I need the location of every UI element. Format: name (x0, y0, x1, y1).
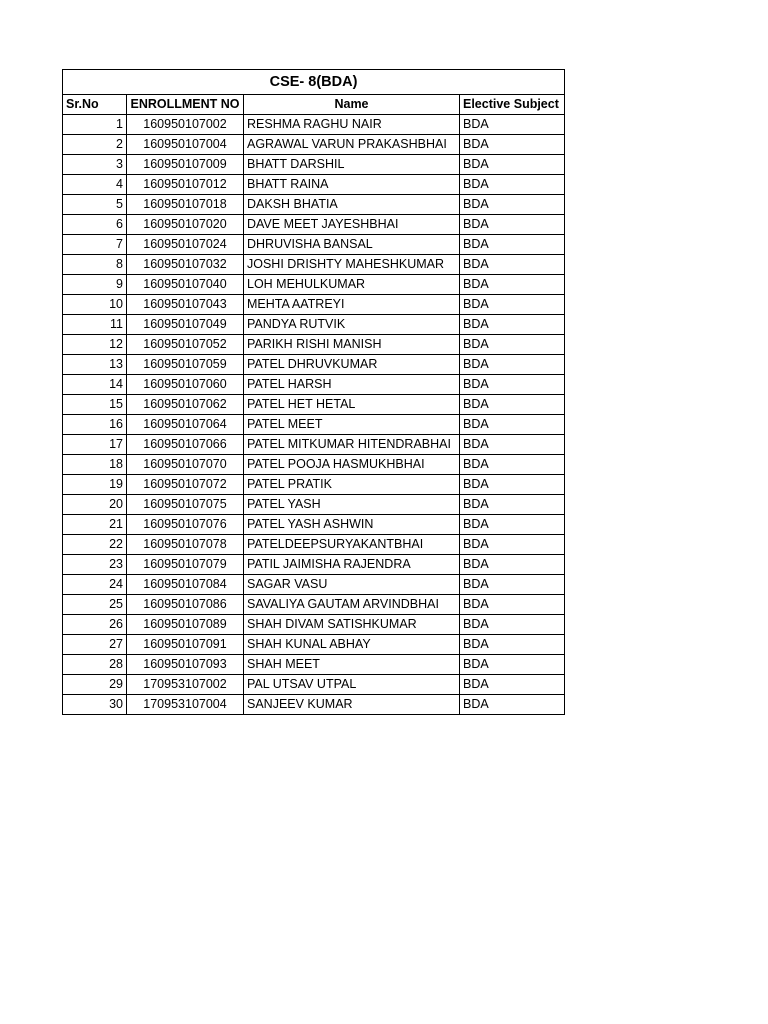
name-cell: PATIL JAIMISHA RAJENDRA (244, 555, 460, 575)
table-row (63, 195, 565, 215)
sr-no-cell: 18 (63, 455, 127, 475)
elective-subject-cell: BDA (460, 555, 565, 575)
sr-no-cell: 13 (63, 355, 127, 375)
sr-no-cell: 26 (63, 615, 127, 635)
sr-no-cell: 30 (63, 695, 127, 715)
table-row (63, 675, 565, 695)
sr-no-cell: 19 (63, 475, 127, 495)
enrollment-no-cell: 160950107060 (127, 375, 244, 395)
elective-subject-cell: BDA (460, 655, 565, 675)
name-cell: SAVALIYA GAUTAM ARVINDBHAI (244, 595, 460, 615)
elective-subject-cell: BDA (460, 455, 565, 475)
elective-subject-cell: BDA (460, 375, 565, 395)
enrollment-no-cell: 160950107070 (127, 455, 244, 475)
name-cell: PATEL YASH ASHWIN (244, 515, 460, 535)
elective-subject-cell: BDA (460, 535, 565, 555)
elective-subject-cell: BDA (460, 475, 565, 495)
sr-no-cell: 11 (63, 315, 127, 335)
student-table (62, 69, 565, 715)
table-row (63, 695, 565, 715)
name-cell: RESHMA RAGHU NAIR (244, 115, 460, 135)
sr-no-cell: 20 (63, 495, 127, 515)
sr-no-cell: 29 (63, 675, 127, 695)
elective-subject-cell: BDA (460, 595, 565, 615)
elective-subject-cell: BDA (460, 575, 565, 595)
name-cell: PATELDEEPSURYAKANTBHAI (244, 535, 460, 555)
enrollment-no-cell: 160950107091 (127, 635, 244, 655)
table-row (63, 335, 565, 355)
enrollment-no-cell: 160950107004 (127, 135, 244, 155)
table-row (63, 115, 565, 135)
enrollment-no-cell: 160950107086 (127, 595, 244, 615)
table-row (63, 655, 565, 675)
sr-no-cell: 4 (63, 175, 127, 195)
elective-subject-cell: BDA (460, 195, 565, 215)
elective-subject-cell: BDA (460, 155, 565, 175)
elective-subject-cell: BDA (460, 335, 565, 355)
name-cell: PATEL MEET (244, 415, 460, 435)
elective-subject-cell: BDA (460, 295, 565, 315)
name-cell: SANJEEV KUMAR (244, 695, 460, 715)
table-row (63, 575, 565, 595)
enrollment-no-cell: 160950107072 (127, 475, 244, 495)
elective-subject-cell: BDA (460, 255, 565, 275)
title-row (63, 70, 565, 95)
sr-no-cell: 3 (63, 155, 127, 175)
elective-subject-cell: BDA (460, 395, 565, 415)
elective-subject-cell: BDA (460, 315, 565, 335)
enrollment-no-cell: 160950107002 (127, 115, 244, 135)
enrollment-no-cell: 160950107075 (127, 495, 244, 515)
name-cell: PATEL HET HETAL (244, 395, 460, 415)
name-cell: PATEL MITKUMAR HITENDRABHAI (244, 435, 460, 455)
table-row (63, 235, 565, 255)
enrollment-no-cell: 160950107059 (127, 355, 244, 375)
elective-subject-cell: BDA (460, 415, 565, 435)
sr-no-cell: 9 (63, 275, 127, 295)
elective-subject-cell: BDA (460, 495, 565, 515)
name-cell: DHRUVISHA BANSAL (244, 235, 460, 255)
header-elective-subject: Elective Subject (460, 95, 565, 115)
enrollment-no-cell: 160950107076 (127, 515, 244, 535)
enrollment-no-cell: 170953107002 (127, 675, 244, 695)
table-row (63, 435, 565, 455)
enrollment-no-cell: 160950107093 (127, 655, 244, 675)
table-row (63, 175, 565, 195)
elective-subject-cell: BDA (460, 675, 565, 695)
enrollment-no-cell: 160950107024 (127, 235, 244, 255)
name-cell: PATEL PRATIK (244, 475, 460, 495)
table-row (63, 135, 565, 155)
sr-no-cell: 6 (63, 215, 127, 235)
enrollment-no-cell: 160950107062 (127, 395, 244, 415)
table-row (63, 635, 565, 655)
sr-no-cell: 25 (63, 595, 127, 615)
header-sr-no: Sr.No (63, 95, 127, 115)
sr-no-cell: 17 (63, 435, 127, 455)
name-cell: LOH MEHULKUMAR (244, 275, 460, 295)
elective-subject-cell: BDA (460, 215, 565, 235)
table-row (63, 295, 565, 315)
sr-no-cell: 10 (63, 295, 127, 315)
name-cell: DAVE MEET JAYESHBHAI (244, 215, 460, 235)
table-row (63, 395, 565, 415)
table-row (63, 555, 565, 575)
sr-no-cell: 21 (63, 515, 127, 535)
name-cell: AGRAWAL VARUN PRAKASHBHAI (244, 135, 460, 155)
sr-no-cell: 7 (63, 235, 127, 255)
sr-no-cell: 15 (63, 395, 127, 415)
enrollment-no-cell: 160950107009 (127, 155, 244, 175)
enrollment-no-cell: 170953107004 (127, 695, 244, 715)
table-body (63, 115, 565, 715)
enrollment-no-cell: 160950107084 (127, 575, 244, 595)
elective-subject-cell: BDA (460, 115, 565, 135)
enrollment-no-cell: 160950107032 (127, 255, 244, 275)
sheet-title: CSE- 8(BDA) (63, 70, 565, 95)
enrollment-no-cell: 160950107020 (127, 215, 244, 235)
name-cell: PATEL DHRUVKUMAR (244, 355, 460, 375)
enrollment-no-cell: 160950107052 (127, 335, 244, 355)
name-cell: MEHTA AATREYI (244, 295, 460, 315)
table-row (63, 615, 565, 635)
sr-no-cell: 22 (63, 535, 127, 555)
table-row (63, 275, 565, 295)
sr-no-cell: 1 (63, 115, 127, 135)
sr-no-cell: 5 (63, 195, 127, 215)
table-row (63, 155, 565, 175)
sr-no-cell: 24 (63, 575, 127, 595)
name-cell: PATEL HARSH (244, 375, 460, 395)
elective-subject-cell: BDA (460, 135, 565, 155)
sr-no-cell: 28 (63, 655, 127, 675)
header-enrollment-no: ENROLLMENT NO (127, 95, 244, 115)
elective-subject-cell: BDA (460, 275, 565, 295)
sr-no-cell: 16 (63, 415, 127, 435)
header-name: Name (244, 95, 460, 115)
name-cell: SHAH KUNAL ABHAY (244, 635, 460, 655)
elective-subject-cell: BDA (460, 695, 565, 715)
elective-subject-cell: BDA (460, 615, 565, 635)
enrollment-no-cell: 160950107049 (127, 315, 244, 335)
name-cell: SHAH DIVAM SATISHKUMAR (244, 615, 460, 635)
name-cell: PATEL POOJA HASMUKHBHAI (244, 455, 460, 475)
enrollment-no-cell: 160950107064 (127, 415, 244, 435)
sr-no-cell: 8 (63, 255, 127, 275)
sr-no-cell: 14 (63, 375, 127, 395)
enrollment-no-cell: 160950107040 (127, 275, 244, 295)
table-row (63, 475, 565, 495)
name-cell: BHATT RAINA (244, 175, 460, 195)
table-row (63, 455, 565, 475)
name-cell: PAL UTSAV UTPAL (244, 675, 460, 695)
name-cell: SAGAR VASU (244, 575, 460, 595)
sr-no-cell: 23 (63, 555, 127, 575)
elective-subject-cell: BDA (460, 435, 565, 455)
table-row (63, 355, 565, 375)
enrollment-no-cell: 160950107012 (127, 175, 244, 195)
elective-subject-cell: BDA (460, 175, 565, 195)
enrollment-no-cell: 160950107078 (127, 535, 244, 555)
table-row (63, 215, 565, 235)
header-row (63, 95, 565, 115)
name-cell: PANDYA RUTVIK (244, 315, 460, 335)
sr-no-cell: 27 (63, 635, 127, 655)
name-cell: PARIKH RISHI MANISH (244, 335, 460, 355)
sr-no-cell: 2 (63, 135, 127, 155)
elective-subject-cell: BDA (460, 635, 565, 655)
name-cell: BHATT DARSHIL (244, 155, 460, 175)
elective-subject-cell: BDA (460, 235, 565, 255)
enrollment-no-cell: 160950107089 (127, 615, 244, 635)
table-row (63, 415, 565, 435)
table-row (63, 315, 565, 335)
table-row (63, 495, 565, 515)
table-row (63, 595, 565, 615)
enrollment-no-cell: 160950107018 (127, 195, 244, 215)
enrollment-no-cell: 160950107043 (127, 295, 244, 315)
name-cell: SHAH MEET (244, 655, 460, 675)
table-row (63, 255, 565, 275)
elective-subject-cell: BDA (460, 515, 565, 535)
table-row (63, 515, 565, 535)
table-row (63, 535, 565, 555)
name-cell: DAKSH BHATIA (244, 195, 460, 215)
name-cell: JOSHI DRISHTY MAHESHKUMAR (244, 255, 460, 275)
table-row (63, 375, 565, 395)
name-cell: PATEL YASH (244, 495, 460, 515)
enrollment-no-cell: 160950107066 (127, 435, 244, 455)
enrollment-no-cell: 160950107079 (127, 555, 244, 575)
elective-subject-cell: BDA (460, 355, 565, 375)
student-list-sheet (62, 69, 564, 715)
sr-no-cell: 12 (63, 335, 127, 355)
